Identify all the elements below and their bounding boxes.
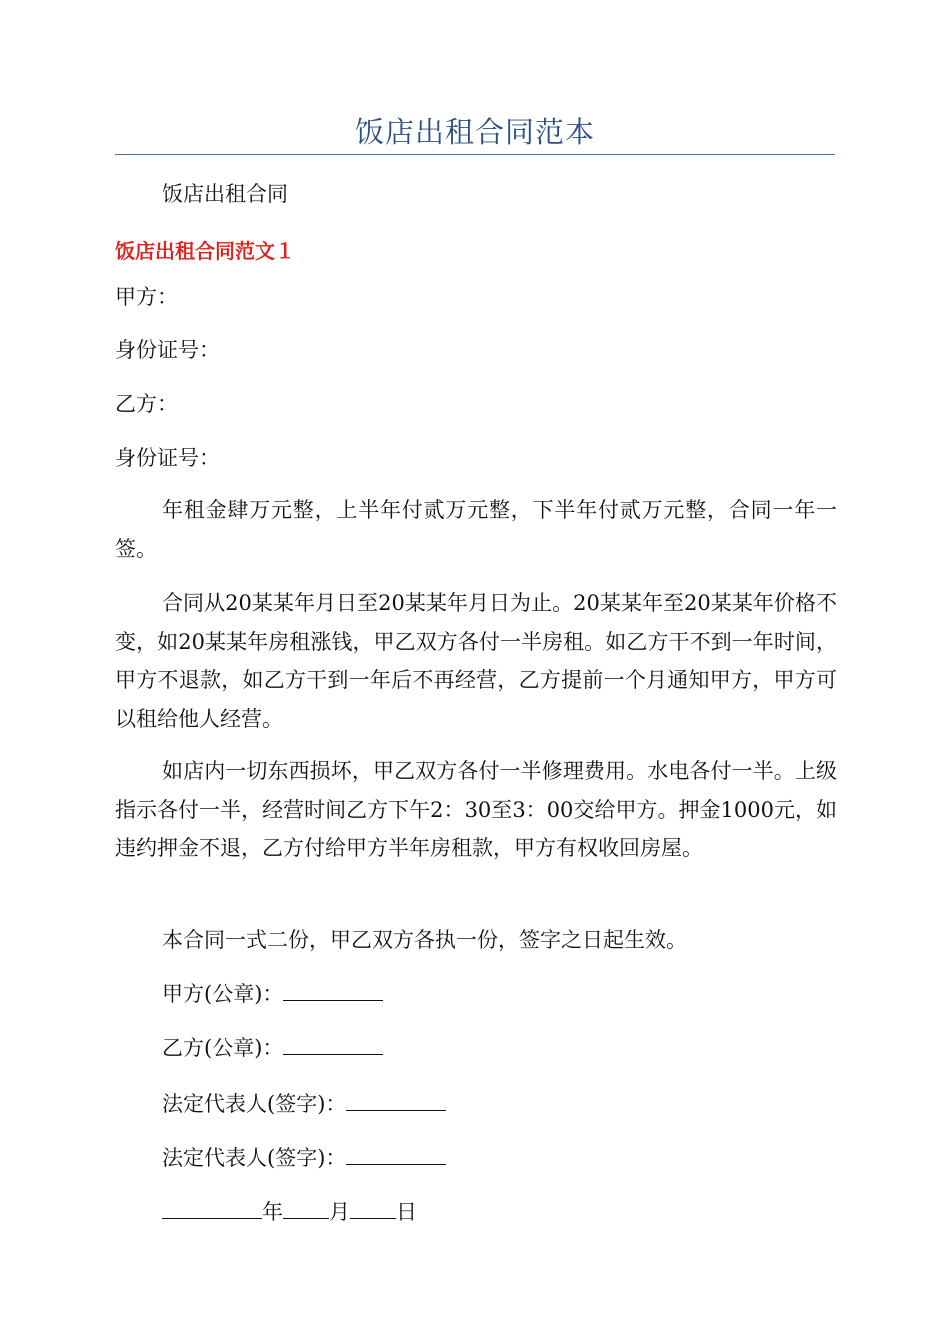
legal-rep-2-label: 法定代表人(签字)：	[162, 1146, 347, 1170]
day-blank	[350, 1196, 396, 1219]
party-a-label: 甲方：	[115, 285, 178, 309]
year-label: 年	[262, 1200, 283, 1224]
rent-terms-paragraph: 年租金肆万元整，上半年付贰万元整，下半年付贰万元整，合同一年一签。	[115, 498, 837, 561]
party-a-seal-line	[162, 976, 383, 1012]
contract-period-paragraph: 合同从20某某年月日至20某某年月日为止。20某某年至20某某年价格不变，如20某某年房租涨钱，甲乙双方各付一半房租。如乙方干不到一年时间，甲方不退款，如乙方干到一年后不再经营，乙方提前一个月通知甲方，甲方可以租给他人经营。	[115, 591, 837, 731]
party-a-id-label: 身份证号：	[115, 338, 220, 362]
legal-rep-1-blank	[346, 1088, 446, 1111]
party-b-seal-line	[162, 1030, 383, 1066]
party-a-seal-label: 甲方(公章)：	[162, 982, 284, 1006]
party-a-seal-blank	[283, 978, 383, 1001]
legal-rep-1-line	[162, 1086, 446, 1122]
document-title: 饭店出租合同范本	[354, 115, 595, 149]
copies-effective-paragraph: 本合同一式二份，甲乙双方各执一份，签字之日起生效。	[162, 928, 687, 952]
date-line	[162, 1194, 417, 1230]
day-label: 日	[396, 1200, 417, 1224]
title-underline-rule	[115, 154, 835, 155]
legal-rep-1-label: 法定代表人(签字)：	[162, 1092, 347, 1116]
party-b-seal-label: 乙方(公章)：	[162, 1036, 284, 1060]
month-label: 月	[329, 1200, 350, 1224]
damage-deposit-paragraph: 如店内一切东西损坏，甲乙双方各付一半修理费用。水电各付一半。上级指示各付一半，经营时间乙方下午2：30至3：00交给甲方。押金1000元，如违约押金不退，乙方付给甲方半年房租款，甲方有权收回房屋。	[115, 759, 837, 860]
party-b-id-label: 身份证号：	[115, 446, 220, 470]
section-heading: 饭店出租合同范文１	[115, 239, 295, 263]
legal-rep-2-blank	[346, 1142, 446, 1165]
year-blank	[162, 1196, 262, 1219]
party-b-seal-blank	[283, 1032, 383, 1055]
month-blank	[283, 1196, 329, 1219]
document-subtitle: 饭店出租合同	[162, 182, 288, 206]
legal-rep-2-line	[162, 1140, 446, 1176]
party-b-label: 乙方：	[115, 392, 178, 416]
